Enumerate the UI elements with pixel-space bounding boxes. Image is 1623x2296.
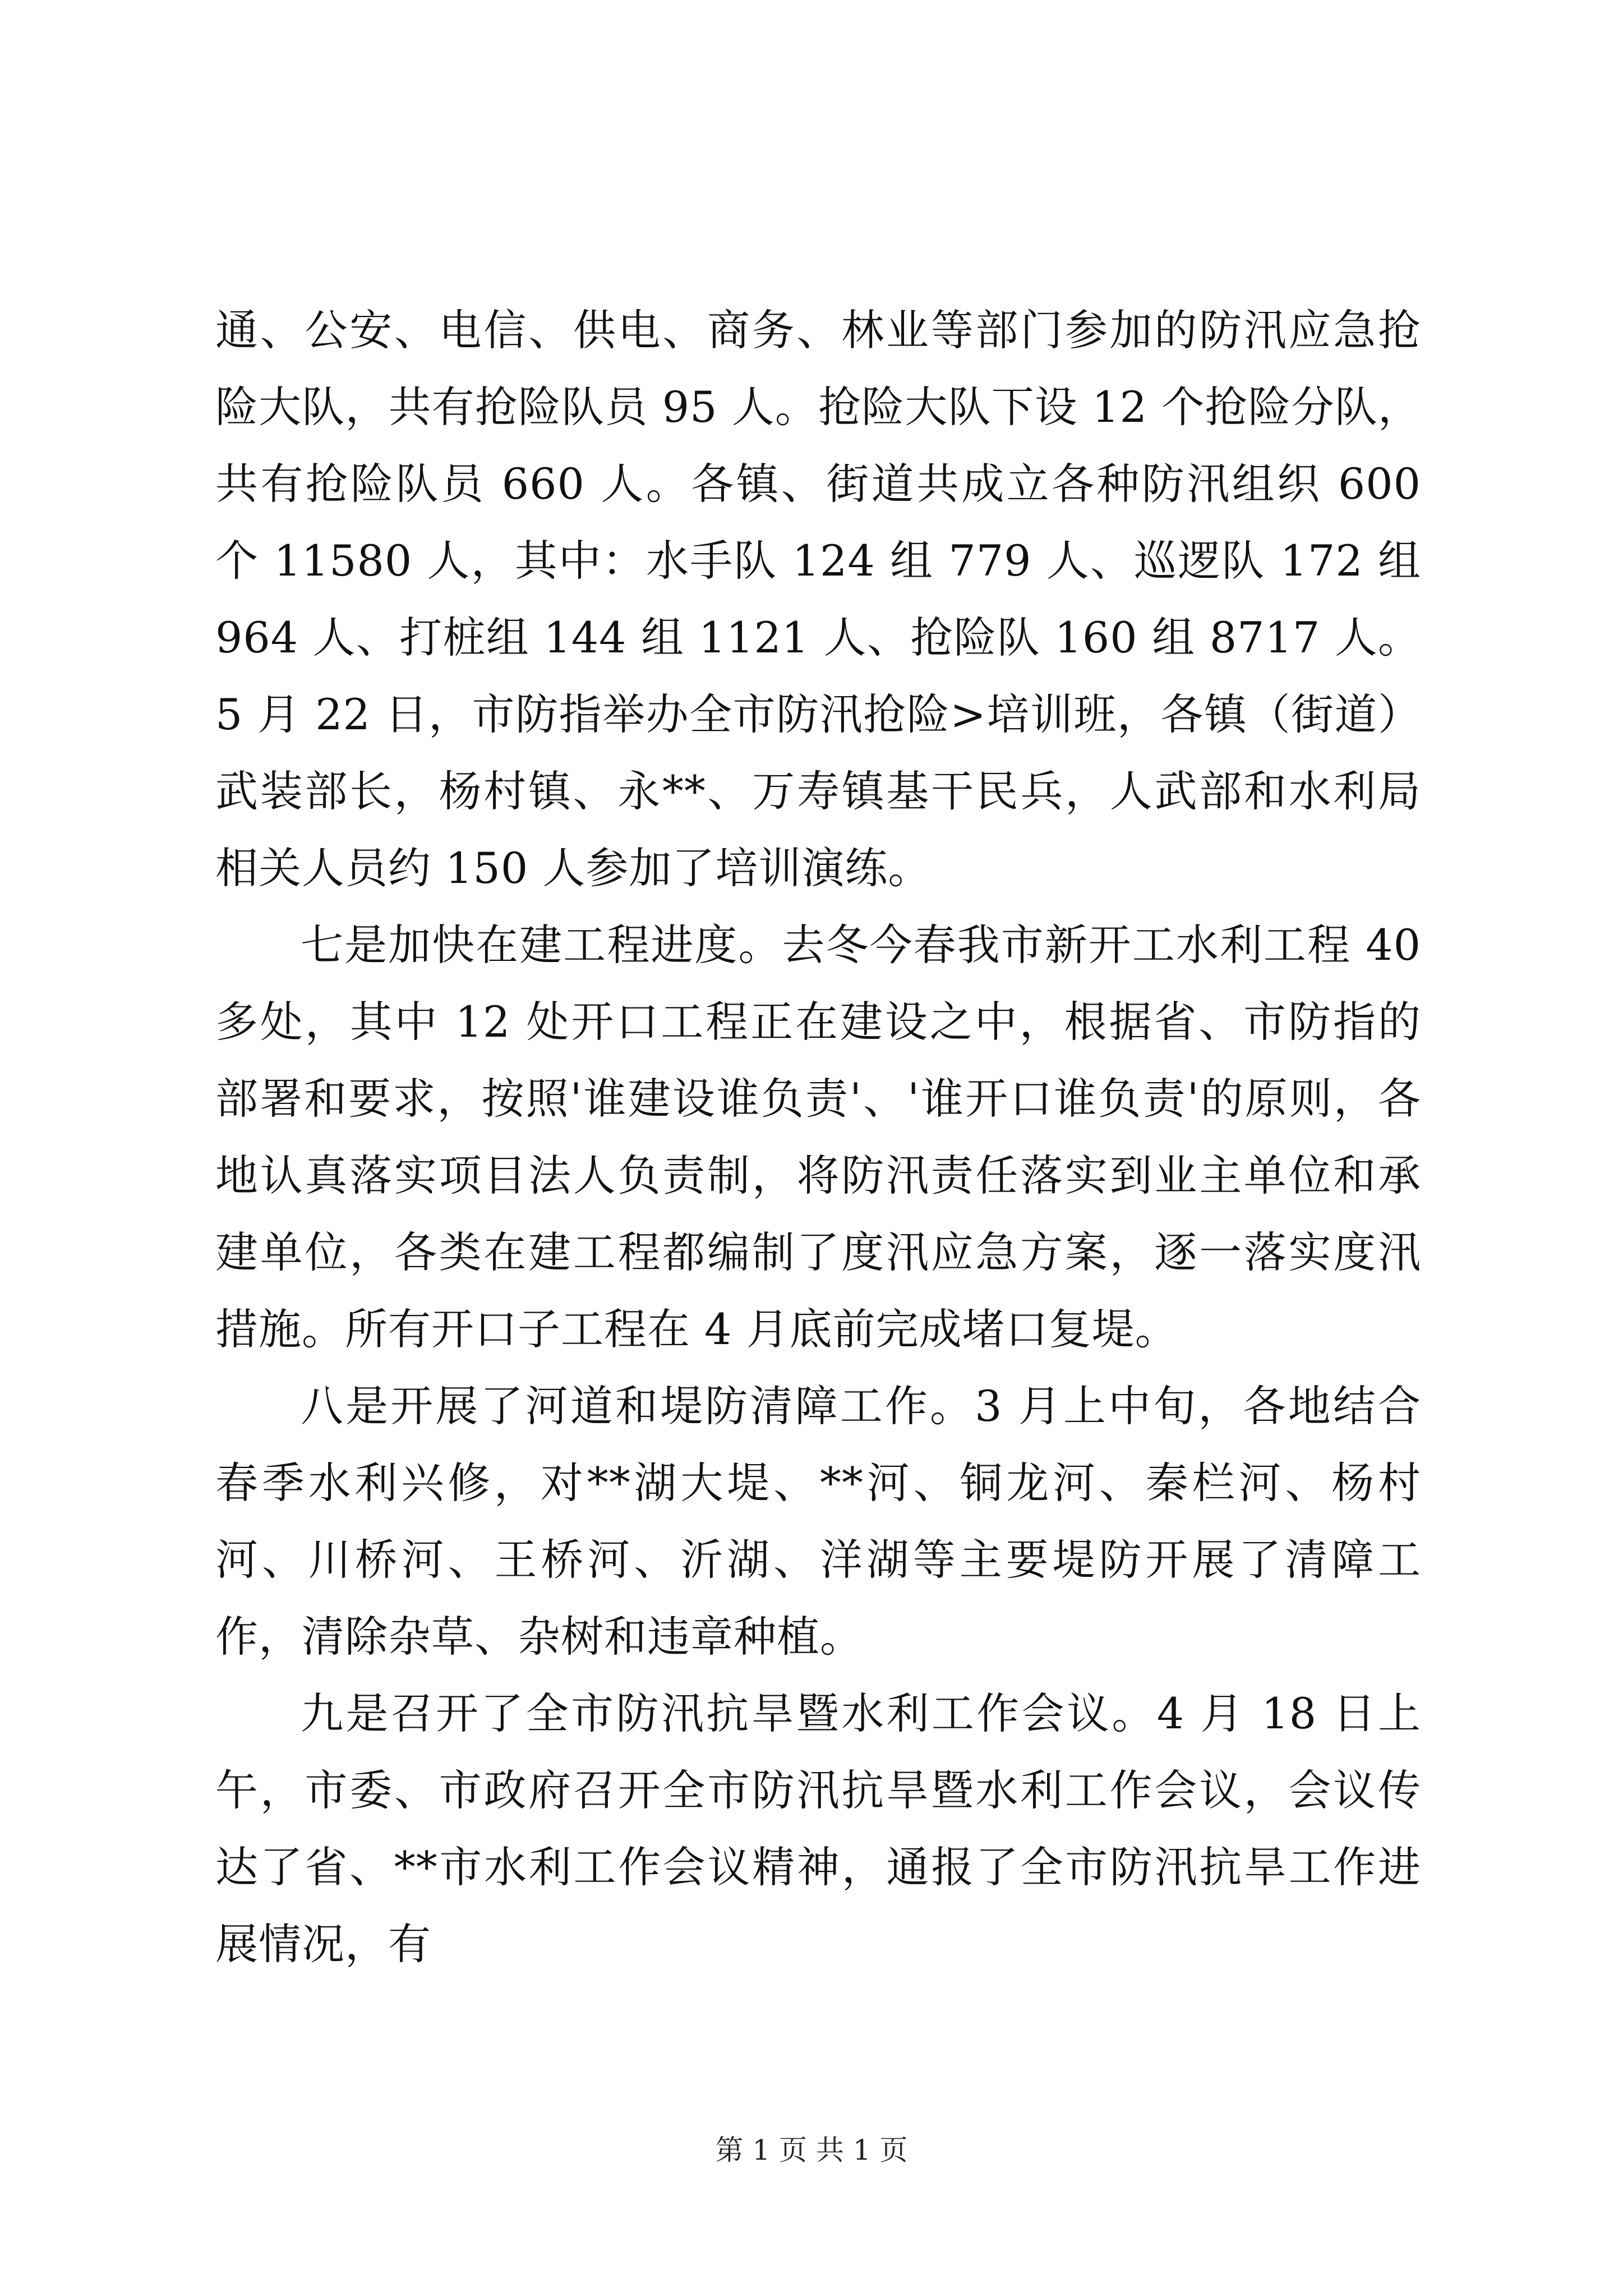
page-footer: 第 1 页 共 1 页 [715,2134,908,2166]
paragraph-4: 九是召开了全市防汛抗旱暨水利工作会议。4 月 18 日上午，市委、市政府召开全市防汛抗旱暨水利工作会议，会议传达了省、**市水利工作会议精神，通报了全市防汛抗旱工作进展情况，有 [215,1688,1421,1969]
paragraph-3: 八是开展了河道和堤防清障工作。3 月上中旬，各地结合春季水利兴修，对**湖大堤、**河、铜龙河、秦栏河、杨村河、川桥河、王桥河、沂湖、洋湖等主要堤防开展了清障工作，清除杂草、杂树和违章种植。 [215,1381,1421,1662]
paragraph-1: 通、公安、电信、供电、商务、林业等部门参加的防汛应急抢险大队，共有抢险队员 95 人。抢险大队下设 12 个抢险分队，共有抢险队员 660 人。各镇、街道共成立各种防汛组织 600 个 11580 人，其中：水手队 124 组 779 人、巡逻队 172 组 964 人、打桩组 144 组 1121 人、抢险队 160 组 8717 人。5 月 22 日，市防指举办全市防汛抢险>培训班，各镇（街道）武装部长，杨村镇、永**、万寿镇基干民兵，人武部和水利局相关人员约 150 人参加了培训演练。 [215,305,1421,893]
paragraph-2: 七是加快在建工程进度。去冬今春我市新开工水利工程 40 多处，其中 12 处开口工程正在建设之中，根据省、市防指的部署和要求，按照'谁建设谁负责'、'谁开口谁负责'的原则，各地认真落实项目法人负责制，将防汛责任落实到业主单位和承建单位，各类在建工程都编制了度汛应急方案，逐一落实度汛措施。所有开口子工程在 4 月底前完成堵口复堤。 [215,920,1421,1354]
document-body [215,292,1421,1982]
